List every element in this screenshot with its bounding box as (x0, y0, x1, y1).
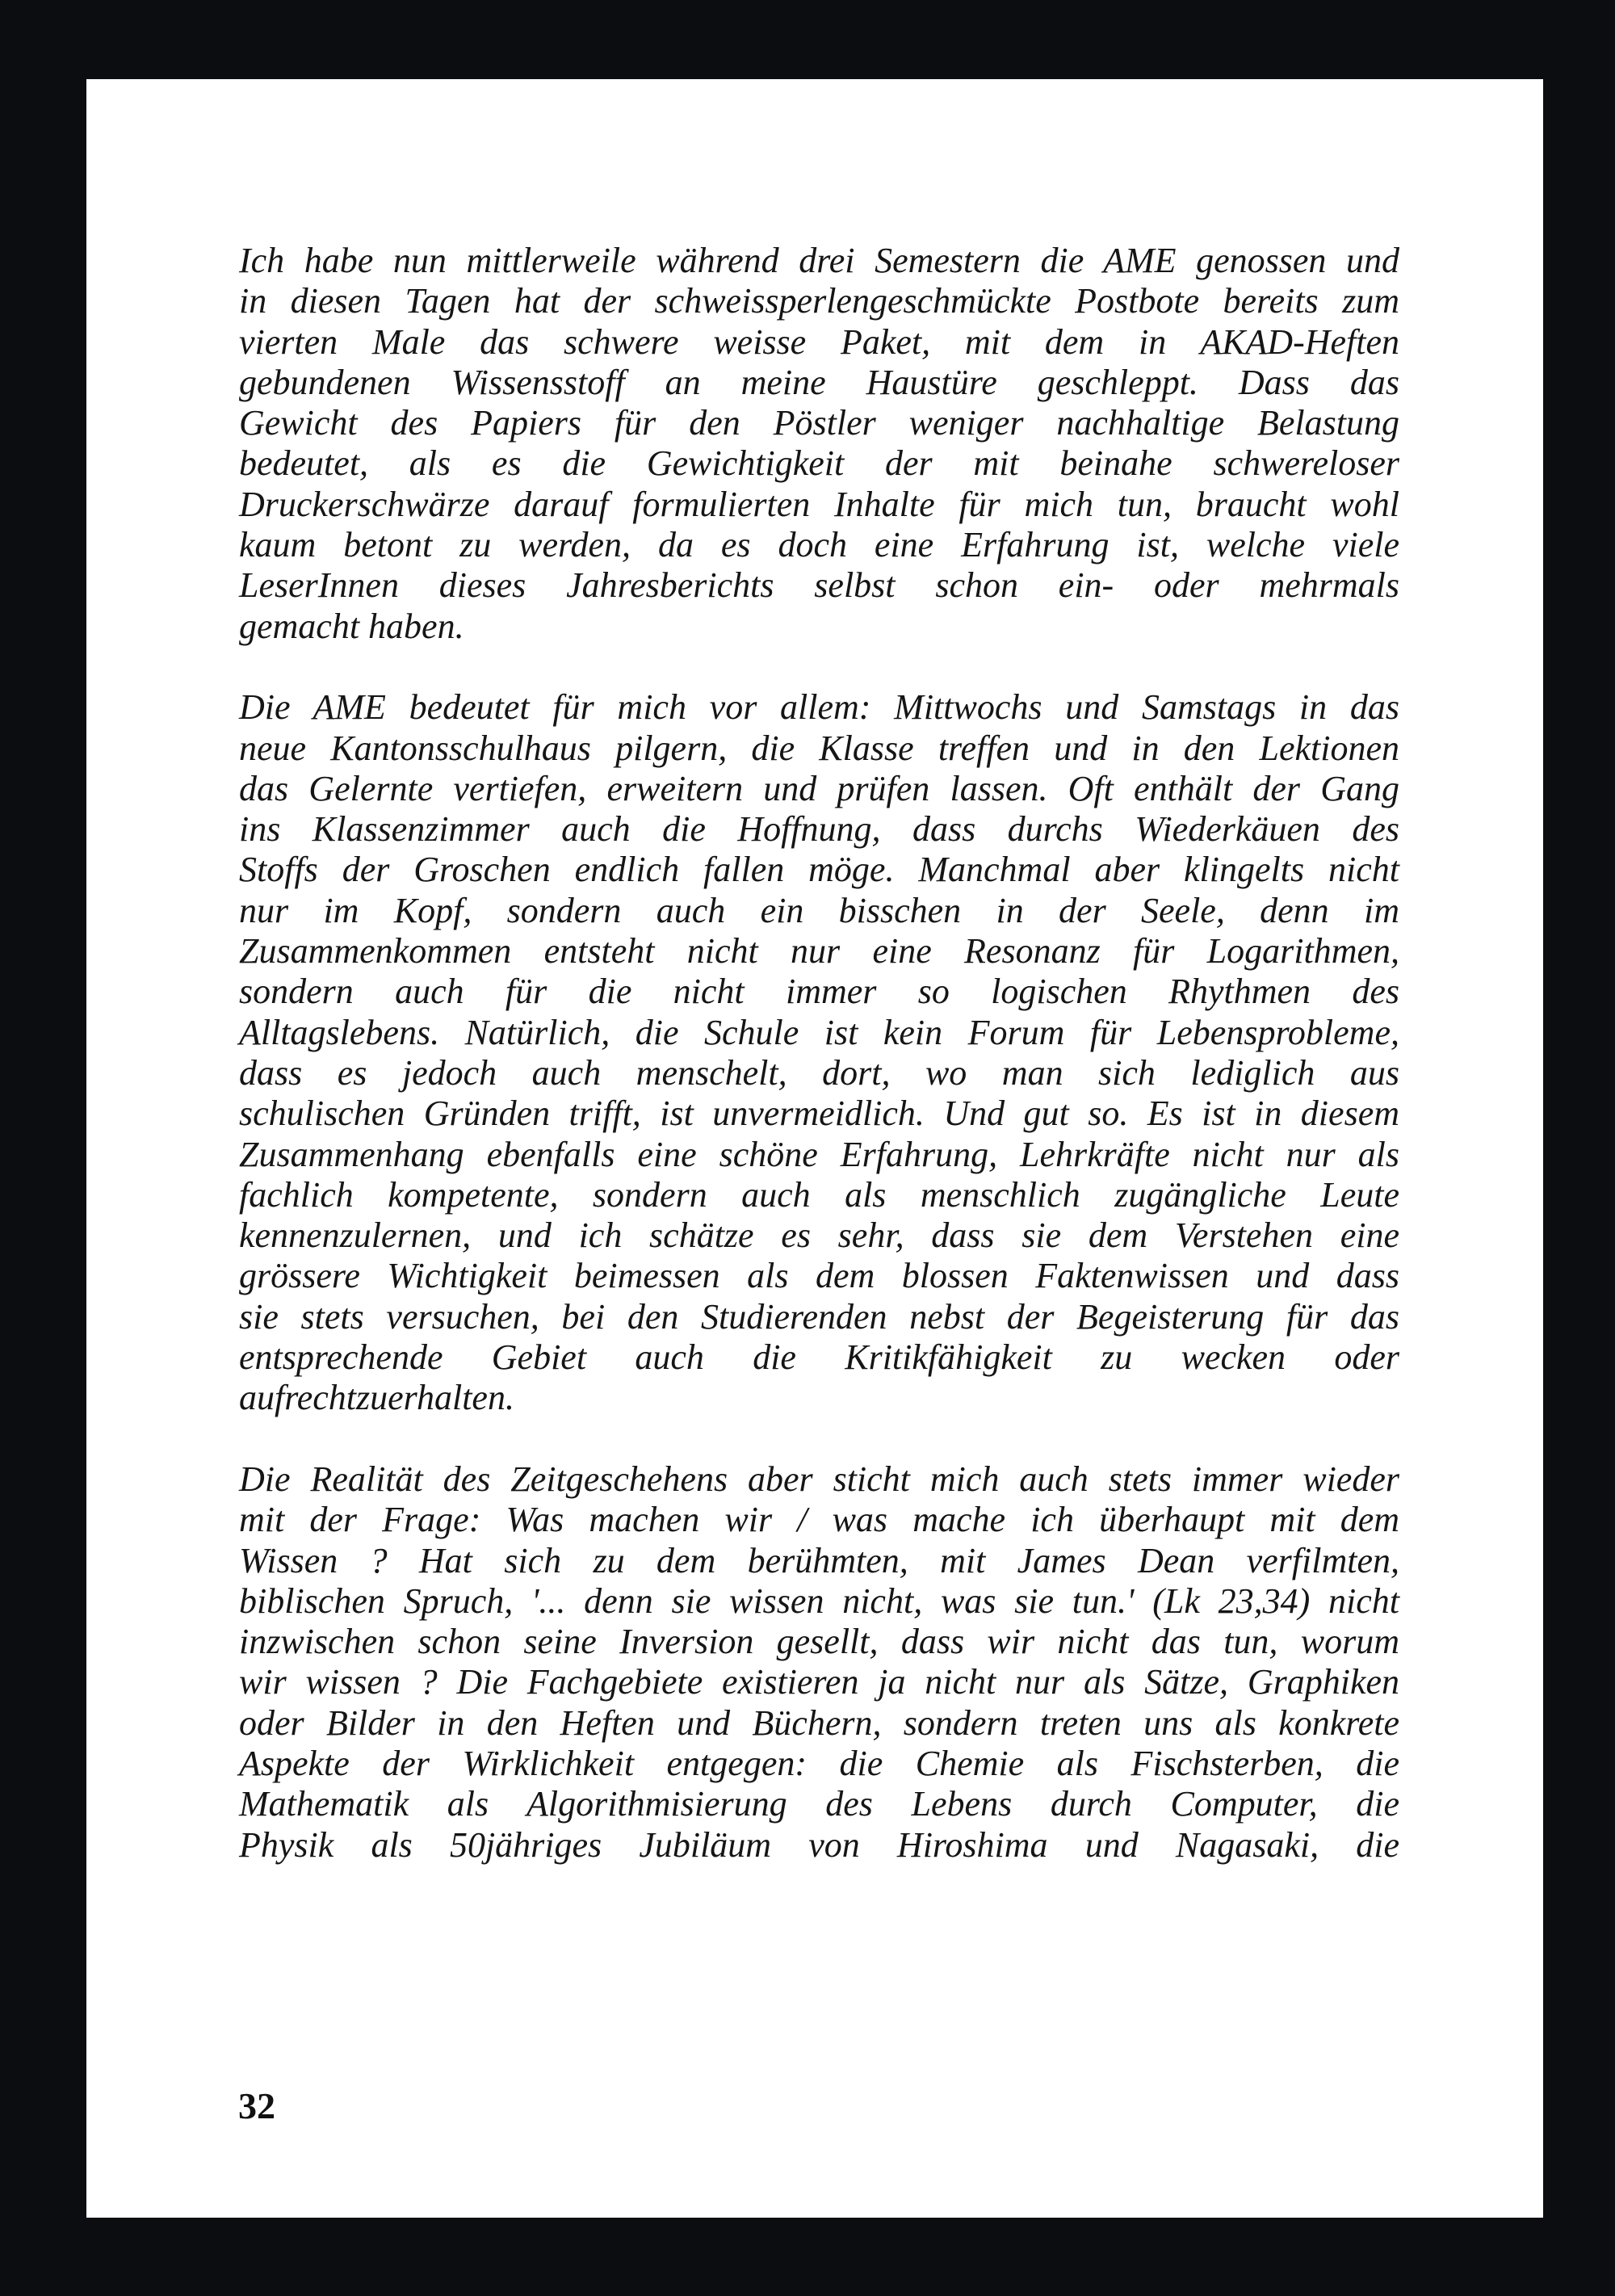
text-line: kennenzulernen, und ich schätze es sehr, dass sie dem Verstehen eine (239, 1215, 1399, 1256)
text-line: gemacht haben. (239, 606, 464, 646)
text-line: bedeutet, als es die Gewichtigkeit der mit beinahe schwereloser (239, 443, 1399, 484)
text-line: Stoffs der Groschen endlich fallen möge. Manchmal aber klingelts nicht (239, 850, 1399, 890)
text-line: in diesen Tagen hat der schweissperlengeschmückte Postbote bereits zum (239, 281, 1399, 321)
text-line: Zusammenkommen entsteht nicht nur eine Resonanz für Logarithmen, (239, 931, 1399, 972)
body-text (239, 241, 1399, 1906)
text-line: schulischen Gründen trifft, ist unvermeidlich. Und gut so. Es ist in diesem (239, 1093, 1399, 1134)
text-line: grössere Wichtigkeit beimessen als dem blossen Faktenwissen und dass (239, 1256, 1399, 1296)
text-line: Zusammenhang ebenfalls eine schöne Erfahrung, Lehrkräfte nicht nur als (239, 1134, 1399, 1174)
text-line: Die Realität des Zeitgeschehens aber sticht mich auch stets immer wieder (239, 1459, 1399, 1499)
paragraph-1 (239, 241, 1399, 647)
text-line: gebundenen Wissensstoff an meine Haustüre geschleppt. Dass das (239, 362, 1399, 402)
page-number: 32 (238, 2085, 275, 2126)
text-line: Mathematik als Algorithmisierung des Lebens durch Computer, die (239, 1784, 1399, 1824)
text-line: das Gelernte vertiefen, erweitern und prüfen lassen. Oft enthält der Gang (239, 768, 1399, 808)
text-line: biblischen Spruch, '... denn sie wissen nicht, was sie tun.' (Lk 23,34) nicht (239, 1580, 1399, 1621)
text-line: kaum betont zu werden, da es doch eine Erfahrung ist, welche viele (239, 525, 1399, 565)
text-line: dass es jedoch auch menschelt, dort, wo man sich lediglich aus (239, 1052, 1399, 1093)
text-line: Physik als 50jähriges Jubiläum von Hiroshima und Nagasaki, die (239, 1824, 1399, 1865)
text-line: Gewicht des Papiers für den Pöstler weniger nachhaltige Belastung (239, 403, 1399, 443)
paragraph-2 (239, 687, 1399, 1418)
text-line: neue Kantonsschulhaus pilgern, die Klasse treffen und in den Lektionen (239, 728, 1399, 768)
text-line: vierten Male das schwere weisse Paket, mit dem in AKAD-Heften (239, 321, 1399, 362)
text-line: Ich habe nun mittlerweile während drei Semestern die AME genossen und (239, 241, 1399, 280)
text-line: inzwischen schon seine Inversion gesellt, dass wir nicht das tun, worum (239, 1622, 1399, 1662)
text-line: Alltagslebens. Natürlich, die Schule ist kein Forum für Lebensprobleme, (239, 1012, 1399, 1052)
text-line: mit der Frage: Was machen wir / was mache ich überhaupt mit dem (239, 1500, 1399, 1540)
text-line: nur im Kopf, sondern auch ein bisschen in der Seele, denn im (239, 890, 1399, 930)
text-line: Aspekte der Wirklichkeit entgegen: die Chemie als Fischsterben, die (239, 1743, 1399, 1783)
text-line: wir wissen ? Die Fachgebiete existieren ja nicht nur als Sätze, Graphiken (239, 1662, 1399, 1702)
document-page (86, 79, 1543, 2218)
text-line: entsprechende Gebiet auch die Kritikfähigkeit zu wecken oder (239, 1337, 1399, 1378)
text-line: ins Klassenzimmer auch die Hoffnung, dass durchs Wiederkäuen des (239, 809, 1399, 850)
text-line: fachlich kompetente, sondern auch als menschlich zugängliche Leute (239, 1174, 1399, 1215)
paragraph-3 (239, 1459, 1399, 1866)
text-line: Druckerschwärze darauf formulierten Inhalte für mich tun, braucht wohl (239, 484, 1399, 524)
text-line: sondern auch für die nicht immer so logischen Rhythmen des (239, 972, 1399, 1012)
text-line: LeserInnen dieses Jahresberichts selbst schon ein- oder mehrmals (239, 565, 1399, 606)
text-line: Die AME bedeutet für mich vor allem: Mittwochs und Samstags in das (239, 687, 1399, 728)
text-line: oder Bilder in den Heften und Büchern, sondern treten uns als konkrete (239, 1702, 1399, 1743)
text-line: Wissen ? Hat sich zu dem berühmten, mit James Dean verfilmten, (239, 1540, 1399, 1580)
text-line: sie stets versuchen, bei den Studierenden nebst der Begeisterung für das (239, 1296, 1399, 1337)
text-line: aufrechtzuerhalten. (239, 1378, 514, 1418)
